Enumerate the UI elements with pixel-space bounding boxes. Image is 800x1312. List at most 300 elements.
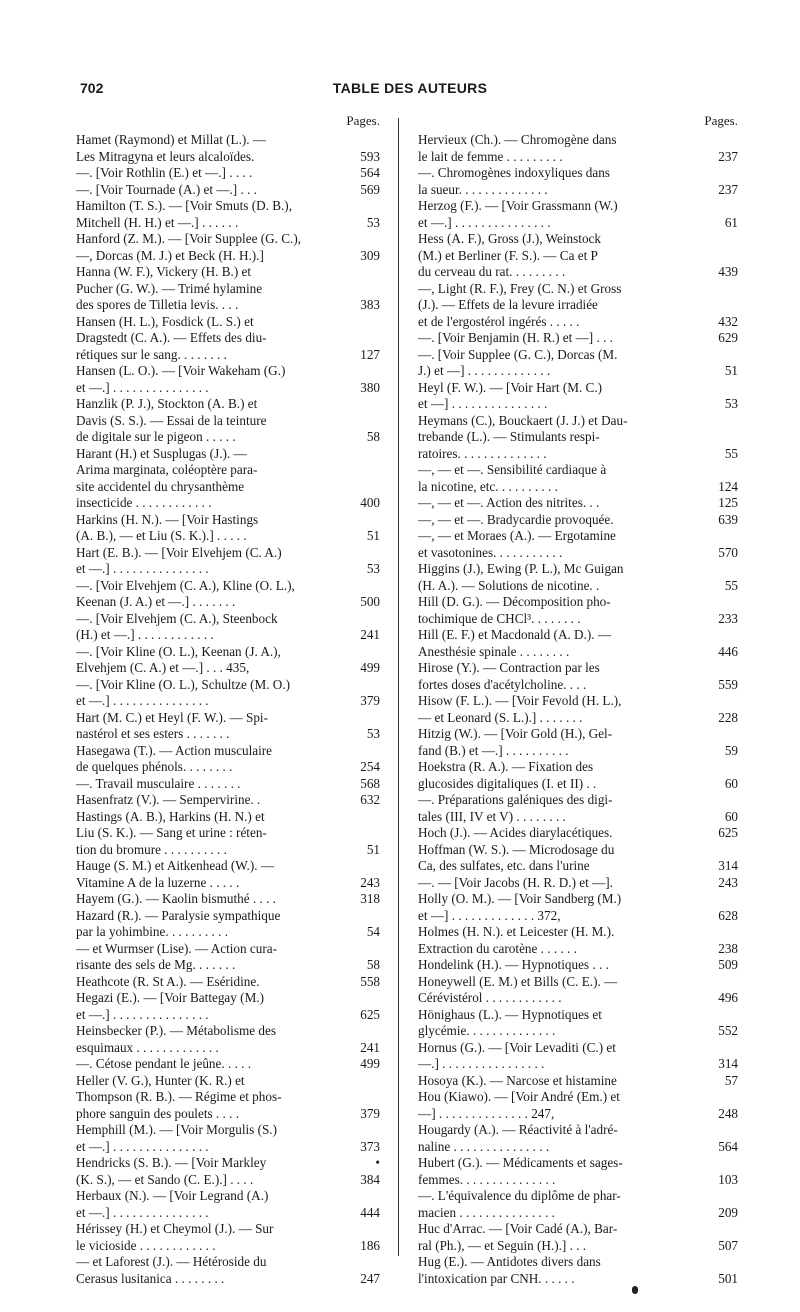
entry-text: Hart (E. B.). — [Voir Elvehjem (C. A.) xyxy=(76,544,282,560)
index-entry-line xyxy=(418,842,738,859)
page-reference: 243 xyxy=(718,874,738,890)
index-entry-line xyxy=(418,710,738,727)
index-entry-line xyxy=(76,710,380,727)
page-reference: 507 xyxy=(718,1237,738,1253)
index-entry-line xyxy=(418,1056,738,1073)
index-entry-line xyxy=(76,132,380,149)
index-entry-line xyxy=(76,1221,380,1238)
index-entry-line xyxy=(418,215,738,232)
page-reference: 496 xyxy=(718,990,738,1005)
entry-text: et —.] . . . . . . . . . . . . . . . xyxy=(76,1204,209,1220)
index-entry-line xyxy=(418,858,738,875)
page-reference: 53 xyxy=(366,214,380,230)
index-entry-line xyxy=(418,1106,738,1123)
index-entry-line xyxy=(418,248,738,265)
index-entry-line xyxy=(418,363,738,380)
ink-blot xyxy=(632,1286,638,1294)
right-column-pages-header: Pages. xyxy=(704,113,738,128)
index-entry-line xyxy=(418,875,738,892)
index-entry-line xyxy=(76,330,380,347)
index-entry-line xyxy=(418,1221,738,1238)
index-entry-line xyxy=(76,1271,380,1288)
index-entry-line xyxy=(76,545,380,562)
index-entry-line xyxy=(418,396,738,413)
entry-text: Ca, des sulfates, etc. dans l'urine xyxy=(418,858,590,873)
index-entry-line xyxy=(76,858,380,875)
index-entry-line xyxy=(76,512,380,529)
entry-text: J.) et —] . . . . . . . . . . . . . xyxy=(418,363,551,378)
index-entry-line xyxy=(418,1023,738,1040)
index-entry-line xyxy=(76,281,380,298)
entry-text: Hayem (G.). — Kaolin bismuthé . . . . xyxy=(76,891,276,906)
index-entry-line xyxy=(76,594,380,611)
index-entry-line xyxy=(76,776,380,793)
entry-text: —. — [Voir Jacobs (H. R. D.) et —]. xyxy=(418,874,613,890)
index-entry-line xyxy=(418,941,738,958)
index-entry-line xyxy=(418,165,738,182)
entry-text: —. [Voir Tournade (A.) et —.] . . . xyxy=(76,181,257,197)
entry-text: et —.] . . . . . . . . . . . . . . . xyxy=(76,1006,209,1022)
entry-text: (H. A.). — Solutions de nicotine. . xyxy=(418,577,600,593)
index-entry-line xyxy=(76,528,380,545)
page-reference: 559 xyxy=(718,676,738,692)
entry-text: naline . . . . . . . . . . . . . . . xyxy=(418,1138,550,1154)
page-reference: 432 xyxy=(718,313,738,329)
index-entry-line xyxy=(76,1155,380,1172)
entry-text: Hasegawa (T.). — Action musculaire xyxy=(76,742,273,758)
index-entry-line xyxy=(418,198,738,215)
entry-text: Holly (O. M.). — [Voir Sandberg (M.) xyxy=(418,891,622,906)
page-reference: 238 xyxy=(718,940,738,956)
entry-text: —, — et —. Bradycardie provoquée. xyxy=(418,511,614,527)
index-entry-line xyxy=(418,611,738,628)
index-entry-line xyxy=(76,165,380,182)
index-entry-line xyxy=(76,578,380,595)
entry-text: et de l'ergostérol ingérés . . . . . xyxy=(418,313,580,329)
page-reference: 51 xyxy=(366,528,380,543)
entry-text: Extraction du carotène . . . . . . xyxy=(418,940,577,956)
entry-text: —. Cétose pendant le jeûne. . . . . xyxy=(76,1056,252,1071)
entry-text: Hansen (H. L.), Fosdick (L. S.) et xyxy=(76,313,254,329)
page-reference: 233 xyxy=(718,610,738,626)
entry-text: Heyl (F. W.). — [Voir Hart (M. C.) xyxy=(418,379,603,395)
page-reference: 509 xyxy=(718,957,738,972)
index-entry-line xyxy=(418,1007,738,1024)
entry-text: —. [Voir Elvehjem (C. A.), Kline (O. L.), xyxy=(76,577,295,593)
page-reference: 55 xyxy=(724,577,738,593)
page-header xyxy=(80,80,740,100)
page-reference: 380 xyxy=(360,379,380,395)
entry-text: Hérissey (H.) et Cheymol (J.). — Sur xyxy=(76,1221,274,1236)
entry-text: Pucher (G. W.). — Trimé hylamine xyxy=(76,280,263,296)
index-entry-line xyxy=(76,363,380,380)
index-entry-line xyxy=(418,132,738,149)
index-entry-line xyxy=(76,1254,380,1271)
entry-text: Hastings (A. B.), Harkins (H. N.) et xyxy=(76,808,265,824)
page-reference: 241 xyxy=(360,627,380,642)
index-entry-line xyxy=(76,1007,380,1024)
index-entry-line xyxy=(76,462,380,479)
entry-text: (K. S.), — et Sando (C. E.).] . . . . xyxy=(76,1171,254,1187)
index-entry-line xyxy=(418,462,738,479)
index-entry-line xyxy=(76,875,380,892)
entry-text: le lait de femme . . . . . . . . . xyxy=(418,148,563,164)
index-entry-line xyxy=(418,429,738,446)
index-entry-line xyxy=(418,1040,738,1057)
page-number: 702 xyxy=(80,80,104,96)
index-entry-line xyxy=(76,1139,380,1156)
index-entry-line xyxy=(76,198,380,215)
entry-text: Hougardy (A.). — Réactivité à l'adré- xyxy=(418,1122,618,1137)
entry-text: —.] . . . . . . . . . . . . . . . . xyxy=(418,1056,545,1071)
index-entry-line xyxy=(418,743,738,760)
entry-text: fand (B.) et —.] . . . . . . . . . . xyxy=(418,742,569,758)
index-entry-line xyxy=(76,248,380,265)
page-reference: • xyxy=(375,1155,380,1170)
index-entry-line xyxy=(76,627,380,644)
page-reference: 314 xyxy=(718,858,738,873)
index-entry-line xyxy=(418,660,738,677)
page-reference: 51 xyxy=(724,363,738,378)
page-reference: 248 xyxy=(718,1105,738,1121)
index-entry-line xyxy=(76,264,380,281)
index-entry-line xyxy=(418,809,738,826)
page-reference: 552 xyxy=(718,1023,738,1038)
entry-text: Hönighaus (L.). — Hypnotiques et xyxy=(418,1006,602,1022)
entry-text: et —.] . . . . . . . . . . . . . . . xyxy=(76,1138,209,1154)
page-reference: 57 xyxy=(724,1072,738,1088)
page-reference: 500 xyxy=(360,594,380,609)
entry-text: Hegazi (E.). — [Voir Battegay (M.) xyxy=(76,990,264,1005)
index-entry-line xyxy=(418,974,738,991)
entry-text: de digitale sur le pigeon . . . . . xyxy=(76,429,236,444)
page-reference: 501 xyxy=(718,1270,738,1286)
page-reference: 439 xyxy=(718,264,738,279)
page-reference: 632 xyxy=(360,792,380,807)
entry-text: Hess (A. F.), Gross (J.), Weinstock xyxy=(418,231,601,246)
entry-text: et —.] . . . . . . . . . . . . . . . xyxy=(76,693,209,708)
entry-text: tion du bromure . . . . . . . . . . xyxy=(76,841,227,857)
index-entry-line xyxy=(418,677,738,694)
index-entry-line xyxy=(76,297,380,314)
entry-text: et —.] . . . . . . . . . . . . . . . xyxy=(76,561,209,576)
entry-text: Hoffman (W. S.). — Microdosage du xyxy=(418,841,615,857)
index-entry-line xyxy=(76,561,380,578)
page-reference: 103 xyxy=(718,1171,738,1187)
index-entry-line xyxy=(418,776,738,793)
page-reference: 54 xyxy=(366,924,380,939)
entry-text: —. [Voir Rothlin (E.) et —.] . . . . xyxy=(76,165,253,180)
entry-text: — et Laforest (J.). — Hétéroside du xyxy=(76,1254,267,1269)
index-entry-line xyxy=(76,182,380,199)
entry-text: Hug (E.). — Antidotes divers dans xyxy=(418,1254,601,1269)
index-entry-line xyxy=(76,1122,380,1139)
index-entry-line xyxy=(418,512,738,529)
index-entry-line xyxy=(418,1172,738,1189)
entry-text: par la yohimbine. . . . . . . . . . xyxy=(76,924,228,939)
left-column-pages-header: Pages. xyxy=(346,113,380,128)
entry-text: Hoekstra (R. A.). — Fixation des xyxy=(418,759,594,774)
index-entry-line xyxy=(76,693,380,710)
entry-text: fortes doses d'acétylcholine. . . . xyxy=(418,676,587,692)
index-entry-line xyxy=(418,759,738,776)
entry-text: —, — et —. Sensibilité cardiaque à xyxy=(418,462,607,477)
page-reference: 314 xyxy=(718,1056,738,1071)
index-entry-line xyxy=(76,908,380,925)
entry-text: phore sanguin des poulets . . . . xyxy=(76,1105,239,1121)
entry-text: Heymans (C.), Bouckaert (J. J.) et Dau- xyxy=(418,412,628,428)
page-reference: 499 xyxy=(360,1056,380,1071)
entry-text: Liu (S. K.). — Sang et urine : réten- xyxy=(76,825,267,840)
page-reference: 237 xyxy=(718,148,738,164)
page-reference: 639 xyxy=(718,511,738,527)
index-entry-line xyxy=(76,792,380,809)
entry-text: et —.] . . . . . . . . . . . . . . . xyxy=(76,379,209,395)
index-entry-line xyxy=(76,1073,380,1090)
running-title: TABLE DES AUTEURS xyxy=(332,80,488,96)
entry-text: Elvehjem (C. A.) et —.] . . . 435, xyxy=(76,660,250,675)
entry-text: Heinsbecker (P.). — Métabolisme des xyxy=(76,1023,276,1038)
index-entry-line xyxy=(76,825,380,842)
index-entry-line xyxy=(76,759,380,776)
entry-text: femmes. . . . . . . . . . . . . . . xyxy=(418,1171,556,1187)
entry-text: la nicotine, etc. . . . . . . . . . xyxy=(418,478,558,494)
index-entry-line xyxy=(418,149,738,166)
index-entry-line xyxy=(76,495,380,512)
index-entry-line xyxy=(418,957,738,974)
entry-text: Hornus (G.). — [Voir Levaditi (C.) et xyxy=(418,1039,616,1055)
entry-text: Heathcote (R. St A.). — Eséridine. xyxy=(76,973,260,989)
entry-text: risante des sels de Mg. . . . . . . xyxy=(76,957,236,972)
entry-text: —, Light (R. F.), Frey (C. N.) et Gross xyxy=(418,280,622,296)
index-entry-line xyxy=(418,1155,738,1172)
entry-text: Anesthésie spinale . . . . . . . . xyxy=(418,643,570,659)
page-reference: 499 xyxy=(360,660,380,675)
entry-text: Harkins (H. N.). — [Voir Hastings xyxy=(76,511,259,527)
entry-text: Herbaux (N.). — [Voir Legrand (A.) xyxy=(76,1188,269,1203)
index-entry-line xyxy=(418,908,738,925)
index-entry-line xyxy=(418,1089,738,1106)
entry-text: Hemphill (M.). — [Voir Morgulis (S.) xyxy=(76,1122,277,1137)
entry-text: Heller (V. G.), Hunter (K. R.) et xyxy=(76,1072,245,1088)
index-entry-line xyxy=(76,1205,380,1222)
page-reference: 237 xyxy=(718,181,738,197)
entry-text: Thompson (R. B.). — Régime et phos- xyxy=(76,1089,282,1104)
page-reference: 61 xyxy=(724,214,738,230)
entry-text: tales (III, IV et V) . . . . . . . . xyxy=(418,808,566,824)
index-entry-line xyxy=(76,957,380,974)
entry-text: Hosoya (K.). — Narcose et histamine xyxy=(418,1072,617,1088)
entry-text: glycémie. . . . . . . . . . . . . . xyxy=(418,1023,556,1038)
entry-text: Hoch (J.). — Acides diarylacétiques. xyxy=(418,825,613,840)
index-entry-line xyxy=(76,743,380,760)
index-entry-line xyxy=(418,182,738,199)
page-reference: 241 xyxy=(360,1039,380,1055)
index-entry-line xyxy=(76,660,380,677)
index-entry-line xyxy=(418,561,738,578)
entry-text: glucosides digitaliques (I. et II) . . xyxy=(418,775,597,791)
index-entry-line xyxy=(418,413,738,430)
entry-text: des spores de Tilletia levis. . . . xyxy=(76,297,239,312)
entry-text: et —] . . . . . . . . . . . . . . . xyxy=(418,396,548,411)
entry-text: site accidentel du chrysanthème xyxy=(76,478,245,494)
entry-text: tochimique de CHCl³. . . . . . . . xyxy=(418,610,581,626)
entry-text: Hubert (G.). — Médicaments et sages- xyxy=(418,1155,623,1170)
entry-text: Huc d'Arrac. — [Voir Cadé (A.), Bar- xyxy=(418,1221,618,1236)
entry-text: Keenan (J. A.) et —.] . . . . . . . xyxy=(76,594,236,609)
entry-text: —. [Voir Kline (O. L.), Keenan (J. A.), xyxy=(76,643,281,659)
index-entry-line xyxy=(76,941,380,958)
index-entry-line xyxy=(76,1238,380,1255)
index-entry-line xyxy=(418,1271,738,1288)
page-reference: 243 xyxy=(360,874,380,890)
index-entry-line xyxy=(418,825,738,842)
index-entry-line xyxy=(76,479,380,496)
index-entry-line xyxy=(76,611,380,628)
entry-text: Herzog (F.). — [Voir Grassmann (W.) xyxy=(418,198,618,213)
index-entry-line xyxy=(76,446,380,463)
index-entry-line xyxy=(76,413,380,430)
entry-text: macien . . . . . . . . . . . . . . . xyxy=(418,1204,555,1220)
index-entry-line xyxy=(418,380,738,397)
index-entry-line xyxy=(418,792,738,809)
index-entry-line xyxy=(76,429,380,446)
entry-text: Les Mitragyna et leurs alcaloïdes. xyxy=(76,148,255,164)
index-entry-line xyxy=(418,644,738,661)
entry-text: Hanna (W. F.), Vickery (H. B.) et xyxy=(76,264,252,279)
entry-text: —] . . . . . . . . . . . . . . 247, xyxy=(418,1105,555,1121)
index-entry-line xyxy=(76,1040,380,1057)
entry-text: Hisow (F. L.). — [Voir Fevold (H. L.), xyxy=(418,693,622,708)
page-reference: 51 xyxy=(366,841,380,857)
entry-text: (H.) et —.] . . . . . . . . . . . . xyxy=(76,627,214,642)
entry-text: Hazard (R.). — Paralysie sympathique xyxy=(76,907,281,923)
entry-text: Hasenfratz (V.). — Sempervirine. . xyxy=(76,792,261,807)
page-reference: 625 xyxy=(360,1006,380,1022)
entry-text: du cerveau du rat. . . . . . . . . xyxy=(418,264,566,279)
index-entry-line xyxy=(76,809,380,826)
index-entry-line xyxy=(418,891,738,908)
entry-text: Hervieux (Ch.). — Chromogène dans xyxy=(418,132,617,147)
index-entry-line xyxy=(76,380,380,397)
index-entry-line xyxy=(418,528,738,545)
index-entry-line xyxy=(418,479,738,496)
page-reference: 53 xyxy=(724,396,738,411)
left-column xyxy=(76,112,380,1287)
index-entry-line xyxy=(418,1122,738,1139)
entry-text: —. L'équivalence du diplôme de phar- xyxy=(418,1188,621,1203)
entry-text: —. [Voir Benjamin (H. R.) et —] . . . xyxy=(418,330,613,345)
entry-text: Hansen (L. O.). — [Voir Wakeham (G.) xyxy=(76,363,286,378)
page-reference: 59 xyxy=(724,742,738,758)
page-reference: 373 xyxy=(360,1138,380,1154)
index-entry-line xyxy=(418,330,738,347)
entry-text: — et Leonard (S. L.).] . . . . . . . xyxy=(418,709,583,725)
column-divider xyxy=(398,118,399,1256)
entry-text: Cerasus lusitanica . . . . . . . . xyxy=(76,1270,225,1286)
page-reference: 228 xyxy=(718,709,738,725)
entry-text: (J.). — Effets de la levure irradiée xyxy=(418,297,598,312)
entry-text: Cérévistérol . . . . . . . . . . . . xyxy=(418,990,562,1005)
entry-text: —. [Voir Kline (O. L.), Schultze (M. O.) xyxy=(76,676,291,692)
index-entry-line xyxy=(76,891,380,908)
index-entry-line xyxy=(418,264,738,281)
page-reference: 383 xyxy=(360,297,380,312)
index-entry-line xyxy=(76,347,380,364)
index-entry-line xyxy=(418,693,738,710)
page-reference: 55 xyxy=(724,445,738,461)
entry-text: Hill (D. G.). — Décomposition pho- xyxy=(418,594,611,609)
entry-text: Higgins (J.), Ewing (P. L.), Mc Guigan xyxy=(418,561,624,576)
entry-text: Holmes (H. N.). et Leicester (H. M.). xyxy=(418,924,615,939)
page-reference: 564 xyxy=(718,1138,738,1154)
index-entry-line xyxy=(418,1238,738,1255)
entry-text: la sueur. . . . . . . . . . . . . . xyxy=(418,181,548,197)
page-reference: 318 xyxy=(360,891,380,906)
entry-text: (A. B.), — et Liu (S. K.).] . . . . . xyxy=(76,528,247,543)
entry-text: trebande (L.). — Stimulants respi- xyxy=(418,429,600,444)
page-reference: 558 xyxy=(360,973,380,989)
index-entry-line xyxy=(76,726,380,743)
page-reference: 568 xyxy=(360,775,380,791)
entry-text: Hondelink (H.). — Hypnotiques . . . xyxy=(418,957,609,972)
page-reference: 247 xyxy=(360,1270,380,1286)
index-entry-line xyxy=(76,149,380,166)
entry-text: —. Travail musculaire . . . . . . . xyxy=(76,775,241,791)
page-reference: 127 xyxy=(360,346,380,362)
entry-text: et —] . . . . . . . . . . . . . 372, xyxy=(418,907,561,923)
page-reference: 444 xyxy=(360,1204,380,1220)
index-entry-line xyxy=(418,314,738,331)
index-entry-line xyxy=(418,578,738,595)
index-entry-line xyxy=(418,1205,738,1222)
page-reference: 446 xyxy=(718,643,738,659)
index-entry-line xyxy=(76,1056,380,1073)
entry-text: l'intoxication par CNH. . . . . . xyxy=(418,1270,575,1286)
index-entry-line xyxy=(76,990,380,1007)
entry-text: Arima marginata, coléoptère para- xyxy=(76,462,258,477)
entry-text: Hanzlik (P. J.), Stockton (A. B.) et xyxy=(76,396,258,411)
index-entry-line xyxy=(76,644,380,661)
index-entry-line xyxy=(418,281,738,298)
page-reference: 593 xyxy=(360,148,380,164)
entry-text: et vasotonines. . . . . . . . . . . xyxy=(418,544,563,560)
page-reference: 209 xyxy=(718,1204,738,1220)
index-entry-line xyxy=(418,297,738,314)
entry-text: esquimaux . . . . . . . . . . . . . xyxy=(76,1039,219,1055)
index-entry-line xyxy=(418,446,738,463)
entry-text: Hamilton (T. S.). — [Voir Smuts (D. B.), xyxy=(76,198,293,213)
index-entry-line xyxy=(418,231,738,248)
entry-text: —, — et —. Action des nitrites. . . xyxy=(418,495,600,510)
entry-text: ral (Ph.), — et Seguin (H.).] . . . xyxy=(418,1237,587,1253)
page-reference: 569 xyxy=(360,181,380,197)
entry-text: ratoires. . . . . . . . . . . . . . xyxy=(418,445,547,461)
index-entry-line xyxy=(76,974,380,991)
index-entry-line xyxy=(76,1188,380,1205)
entry-text: (M.) et Berliner (F. S.). — Ca et P xyxy=(418,247,598,263)
page-reference: 58 xyxy=(366,957,380,972)
page-reference: 400 xyxy=(360,495,380,510)
entry-text: Harant (H.) et Susplugas (J.). — xyxy=(76,445,247,461)
index-entry-line xyxy=(418,1073,738,1090)
index-entry-line xyxy=(418,594,738,611)
entry-text: —. Préparations galéniques des digi- xyxy=(418,792,613,807)
index-entry-line xyxy=(76,842,380,859)
entry-text: —, Dorcas (M. J.) et Beck (H. H.).] xyxy=(76,247,264,263)
page-reference: 564 xyxy=(360,165,380,180)
entry-text: Hirose (Y.). — Contraction par les xyxy=(418,660,600,675)
